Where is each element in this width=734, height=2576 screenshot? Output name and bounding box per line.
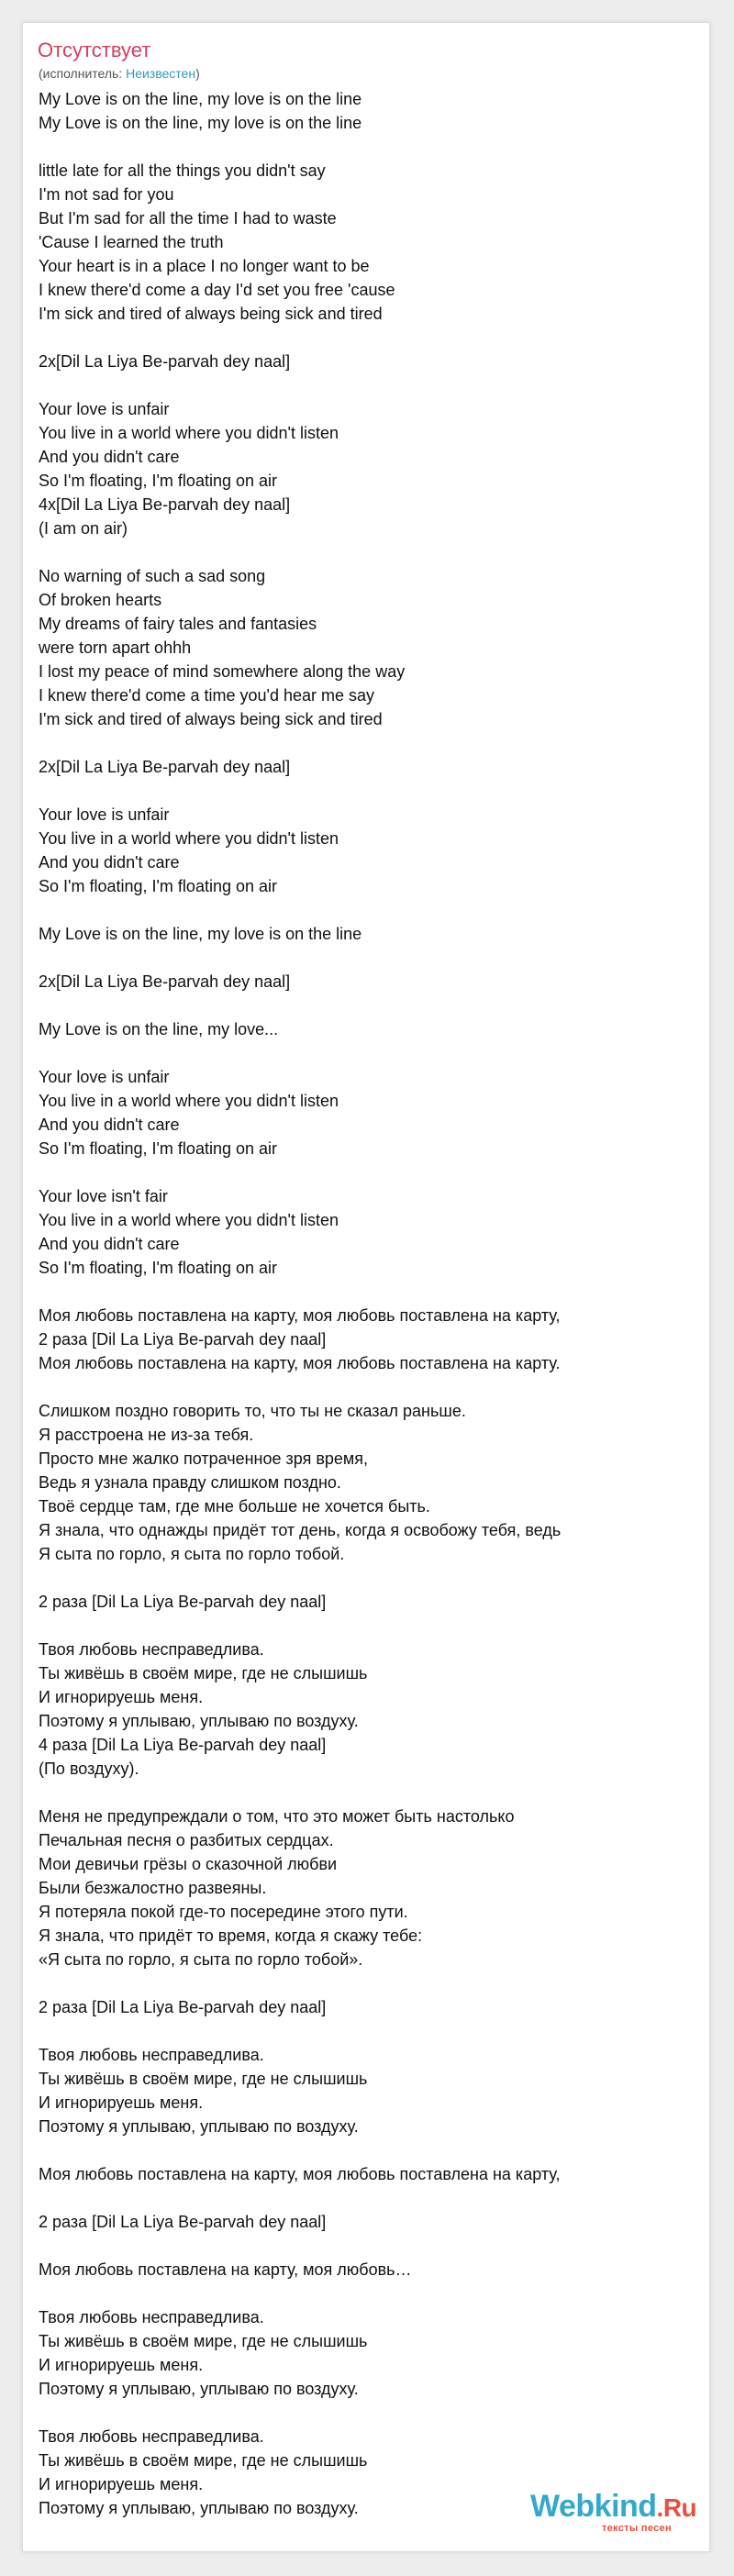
lyric-line: And you didn't care — [39, 853, 180, 872]
lyric-spacer — [39, 1971, 699, 1995]
lyric-line: Ты живёшь в своём мире, где не слышишь — [39, 1664, 368, 1682]
lyric-line: You live in a world where you didn't listen — [39, 424, 339, 442]
lyric-line: I knew there'd come a time you'd hear me say — [39, 686, 375, 705]
lyric-line: I'm not sad for you — [39, 185, 174, 204]
lyric-line: Your love is unfair — [39, 805, 170, 824]
logo-brand: Webkind — [530, 2489, 657, 2524]
lyric-line: Меня не предупреждали о том, что это может быть настолько — [39, 1807, 515, 1826]
lyric-line: Были безжалостно развеяны. — [39, 1879, 267, 1897]
lyric-line: Твоя любовь несправедлива. — [39, 2308, 264, 2326]
lyric-line: Я знала, что однажды придёт тот день, когда я освобожу тебя, ведь — [39, 1521, 562, 1539]
lyric-line: Просто мне жалко потраченное зря время, — [39, 1449, 369, 1468]
lyric-line: 2x[Dil La Liya Be-parvah dey naal] — [39, 352, 291, 371]
lyric-line: 2 раза [Dil La Liya Be-parvah dey naal] — [39, 1593, 327, 1611]
lyric-line: И игнорируешь меня. — [39, 2475, 204, 2493]
lyric-line: You live in a world where you didn't listen — [39, 829, 339, 848]
song-title: Отсутствует — [38, 39, 151, 61]
lyric-line: Моя любовь поставлена на карту, моя любовь поставлена на карту, — [39, 2165, 561, 2183]
lyric-line: My Love is on the line, my love... — [39, 1020, 279, 1038]
lyric-line: 2 раза [Dil La Liya Be-parvah dey naal] — [39, 2213, 327, 2231]
lyric-line: My Love is on the line, my love is on the line — [39, 114, 362, 132]
lyric-line: Поэтому я уплываю, уплываю по воздуху. — [39, 1712, 359, 1730]
artist-suffix: ) — [195, 66, 200, 81]
lyric-line: So I'm floating, I'm floating on air — [39, 1259, 277, 1277]
lyric-line: И игнорируешь меня. — [39, 2093, 204, 2112]
lyric-line: Поэтому я уплываю, уплываю по воздуху. — [39, 2499, 359, 2517]
lyric-line: «Я сыта по горло, я сыта по горло тобой». — [39, 1950, 363, 1969]
lyric-line: Поэтому я уплываю, уплываю по воздуху. — [39, 2380, 359, 2398]
lyric-spacer — [39, 1041, 699, 1065]
lyric-line: I lost my peace of mind somewhere along the way — [39, 662, 406, 681]
lyric-spacer — [39, 1781, 699, 1804]
webkind-logo — [530, 2488, 714, 2543]
lyric-line: Ведь я узнала правду слишком поздно. — [39, 1473, 341, 1492]
lyric-line: 2 раза [Dil La Liya Be-parvah dey naal] — [39, 1330, 327, 1349]
lyric-spacer — [39, 946, 699, 970]
lyric-line: My Love is on the line, my love is on the line — [39, 925, 362, 943]
lyric-line: Ты живёшь в своём мире, где не слышишь — [39, 2451, 368, 2470]
lyric-spacer — [39, 2186, 699, 2210]
lyric-line: 2 раза [Dil La Liya Be-parvah dey naal] — [39, 1998, 327, 2016]
lyric-line: No warning of such a sad song — [39, 567, 266, 585]
artist-link[interactable]: Неизвестен — [126, 66, 196, 81]
lyric-line: Моя любовь поставлена на карту, моя любовь… — [39, 2260, 412, 2279]
lyric-line: Поэтому я уплываю, уплываю по воздуху. — [39, 2117, 359, 2136]
lyric-line: I knew there'd come a day I'd set you free 'cause — [39, 281, 395, 299]
lyric-line: 4 раза [Dil La Liya Be-parvah dey naal] — [39, 1736, 327, 1754]
lyric-spacer — [39, 2401, 699, 2425]
lyric-line: Твоя любовь несправедлива. — [39, 1640, 264, 1659]
lyric-line: Твоё сердце там, где мне больше не хочется быть. — [39, 1497, 430, 1516]
lyric-line: 2x[Dil La Liya Be-parvah dey naal] — [39, 758, 291, 776]
lyric-line: Моя любовь поставлена на карту, моя любовь поставлена на карту, — [39, 1306, 561, 1325]
lyric-spacer — [39, 1280, 699, 1304]
lyric-line: I'm sick and tired of always being sick and tired — [39, 710, 383, 728]
lyrics-card — [22, 22, 710, 2552]
lyric-spacer — [39, 326, 699, 350]
lyric-line: И игнорируешь меня. — [39, 1688, 204, 1706]
lyric-line: Моя любовь поставлена на карту, моя любовь поставлена на карту. — [39, 1354, 561, 1372]
lyric-spacer — [39, 994, 699, 1017]
logo-tld: .Ru — [656, 2493, 697, 2522]
lyric-line: Я расстроена не из-за тебя. — [39, 1426, 254, 1444]
lyric-line: I'm sick and tired of always being sick and tired — [39, 305, 383, 323]
lyric-line: My Love is on the line, my love is on the line — [39, 90, 362, 108]
lyric-line: Твоя любовь несправедлива. — [39, 2046, 264, 2064]
lyric-line: Of broken hearts — [39, 591, 162, 609]
lyric-spacer — [39, 373, 699, 397]
lyric-spacer — [39, 1375, 699, 1399]
lyric-line: Ты живёшь в своём мире, где не слышишь — [39, 2332, 368, 2350]
lyric-spacer — [39, 2282, 699, 2305]
lyric-spacer — [39, 2019, 699, 2043]
lyric-spacer — [39, 731, 699, 755]
lyric-line: My dreams of fairy tales and fantasies — [39, 615, 317, 633]
lyric-line: You live in a world where you didn't listen — [39, 1092, 339, 1110]
lyric-line: Я потеряла покой где-то посередине этого пути. — [39, 1903, 408, 1921]
lyric-line: Ты живёшь в своём мире, где не слышишь — [39, 2070, 368, 2088]
lyric-spacer — [39, 1160, 699, 1184]
lyric-line: И игнорируешь меня. — [39, 2356, 204, 2374]
lyric-line: Your love is unfair — [39, 1068, 170, 1086]
lyric-spacer — [39, 1614, 699, 1638]
lyric-line: Твоя любовь несправедлива. — [39, 2427, 264, 2446]
lyric-line: 2x[Dil La Liya Be-parvah dey naal] — [39, 972, 291, 991]
lyric-spacer — [39, 779, 699, 803]
lyric-spacer — [39, 540, 699, 564]
lyric-line: Your love isn't fair — [39, 1187, 168, 1205]
lyric-line: So I'm floating, I'm floating on air — [39, 877, 277, 895]
logo-tagline: тексты песен — [602, 2523, 672, 2534]
lyric-line: But I'm sad for all the time I had to waste — [39, 209, 337, 228]
artist-line — [39, 65, 200, 82]
lyric-line: 'Cause I learned the truth — [39, 233, 224, 251]
lyric-spacer — [39, 1566, 699, 1590]
lyric-spacer — [39, 898, 699, 922]
lyric-line: And you didn't care — [39, 1235, 180, 1253]
lyric-line: were torn apart ohhh — [39, 638, 192, 657]
lyric-line: (По воздуху). — [39, 1760, 139, 1778]
lyric-line: 4x[Dil La Liya Be-parvah dey naal] — [39, 495, 291, 514]
lyric-line: Я знала, что придёт то время, когда я скажу тебе: — [39, 1926, 423, 1945]
lyric-line: Your heart is in a place I no longer want to be — [39, 257, 370, 275]
lyrics-text — [39, 87, 699, 2520]
lyric-line: And you didn't care — [39, 448, 180, 466]
lyric-spacer — [39, 2138, 699, 2162]
lyric-spacer — [39, 135, 699, 159]
artist-prefix: (исполнитель: — [39, 66, 127, 81]
lyric-line: little late for all the things you didn't say — [39, 161, 326, 180]
lyric-line: Мои девичьи грёзы о сказочной любви — [39, 1855, 338, 1873]
lyric-line: (I am on air) — [39, 519, 128, 538]
lyric-line: You live in a world where you didn't listen — [39, 1211, 339, 1229]
lyric-line: Your love is unfair — [39, 400, 170, 418]
lyric-line: And you didn't care — [39, 1116, 180, 1134]
lyric-line: Слишком поздно говорить то, что ты не сказал раньше. — [39, 1402, 466, 1420]
lyric-line: Я сыта по горло, я сыта по горло тобой. — [39, 1545, 345, 1563]
lyric-line: So I'm floating, I'm floating on air — [39, 1139, 277, 1158]
lyric-line: So I'm floating, I'm floating on air — [39, 472, 277, 490]
lyric-spacer — [39, 2234, 699, 2258]
lyric-line: Печальная песня о разбитых сердцах. — [39, 1831, 334, 1849]
